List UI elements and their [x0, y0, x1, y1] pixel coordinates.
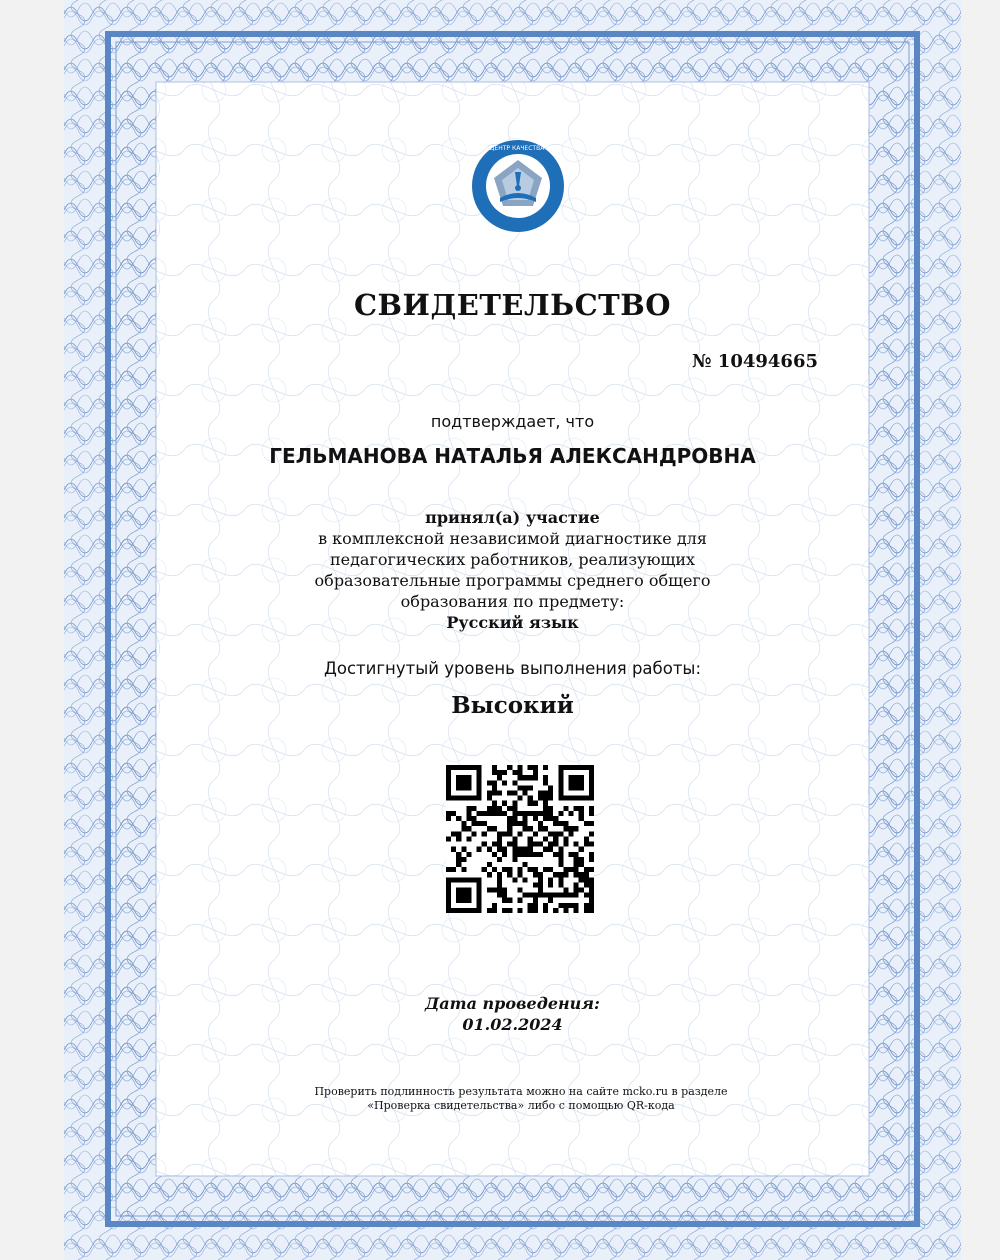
participated-text: принял(а) участие	[425, 508, 600, 527]
description-line: в комплексной независимой диагностике для	[318, 529, 707, 548]
certificate-sheet	[64, 0, 961, 1260]
description-line: педагогических работников, реализующих	[329, 550, 696, 569]
certificate-number: № 10494665	[691, 351, 818, 372]
confirms-text: подтверждает, что	[430, 412, 595, 431]
footer-line: Проверить подлинность результата можно на сайте mcko.ru в разделе	[314, 1085, 728, 1098]
date-label: Дата проведения:	[425, 994, 600, 1013]
description-line: образовательные программы среднего общего	[314, 571, 711, 590]
person-name: ГЕЛЬМАНОВА НАТАЛЬЯ АЛЕКСАНДРОВНА	[269, 444, 756, 468]
certificate-title: СВИДЕТЕЛЬСТВО	[353, 288, 672, 322]
mcko-logo-icon	[443, 138, 593, 234]
footer-line: «Проверка свидетельства» либо с помощью QR-кода	[367, 1099, 675, 1112]
date-value: 01.02.2024	[462, 1015, 563, 1034]
description	[214, 528, 811, 612]
logo-text: МОСКОВСКИЙ ЦЕНТР КАЧЕСТВА ОБРАЗОВАНИЯ	[443, 145, 593, 152]
qr-code-icon[interactable]	[446, 765, 594, 913]
subject: Русский язык	[446, 613, 579, 632]
description-line: образования по предмету:	[400, 592, 625, 611]
level-label: Достигнутый уровень выполнения работы:	[323, 659, 702, 678]
level-value: Высокий	[451, 692, 574, 719]
verification-note	[214, 1085, 828, 1113]
